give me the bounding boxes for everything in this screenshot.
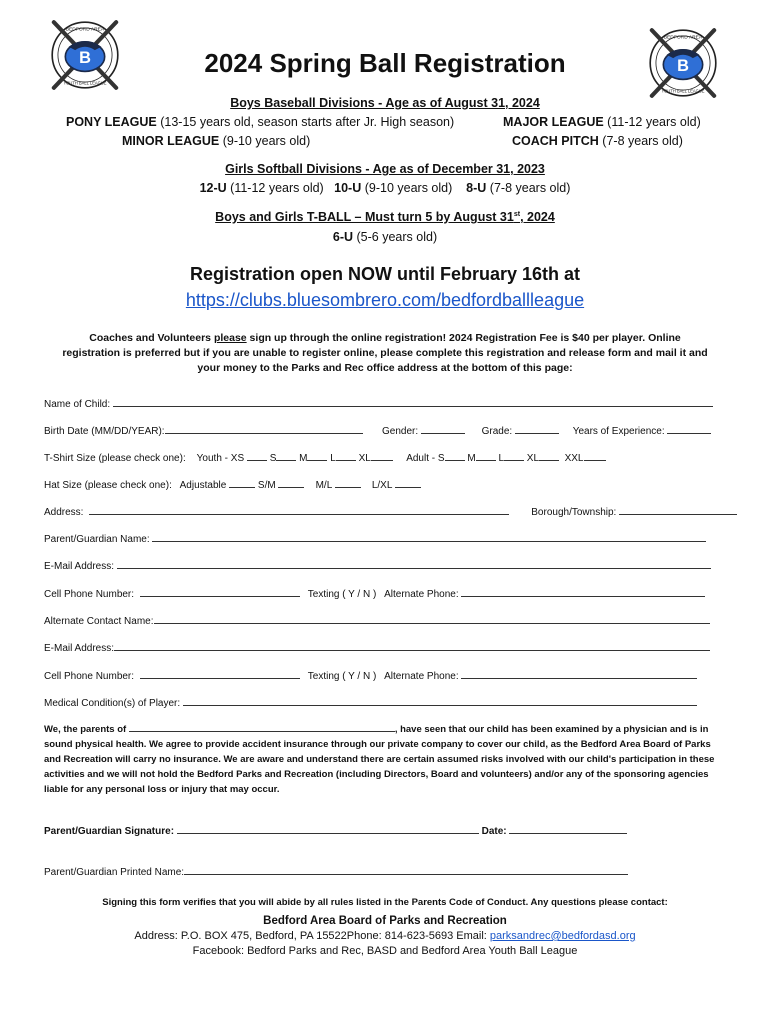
email2-row — [44, 639, 710, 654]
footer-org: Bedford Area Board of Parks and Recreation — [263, 915, 507, 927]
guardian-row — [44, 530, 706, 545]
experience-label: Years of Experience: — [572, 426, 665, 437]
coach-pitch-detail: (7-8 years old) — [598, 134, 683, 148]
page-title: 2024 Spring Ball Registration — [204, 48, 566, 78]
waiver-part-b: , have seen that our child has been examined by a physician and is in sound physical health. We agree to provide accident insurance through our private company to cover our child, as the Bedford Area Board of Parks and Recreation will carry no insurance. We are aware and understand there are certain assumed risks involved with our child's participation in these activities and we will not hold the Bedford Parks and Recreation (including Directors, Board and volunteers) and/or any of the sponsoring agencies liable for any personal loss or injury that may occur. — [44, 724, 715, 795]
email-field[interactable] — [117, 557, 711, 569]
girls-8u-name: 8-U — [466, 181, 487, 195]
youth-s-box[interactable] — [276, 449, 296, 461]
adult-s-box[interactable] — [445, 449, 465, 461]
email2-field[interactable] — [114, 639, 710, 651]
printed-name-row — [44, 863, 628, 878]
minor-league — [122, 134, 310, 148]
cell-field[interactable] — [140, 585, 300, 597]
svg-text:B: B — [79, 49, 91, 68]
svg-text:BEDFORD AREA: BEDFORD AREA — [663, 35, 703, 41]
cell2-label: Cell Phone Number: — [44, 671, 135, 682]
youth-xl-label: XL — [358, 453, 371, 464]
footer-email-label: Email: — [456, 930, 490, 942]
medical-row — [44, 694, 697, 709]
hat-row — [44, 476, 421, 491]
svg-text:YOUTH BALL LEAGUE: YOUTH BALL LEAGUE — [661, 88, 705, 94]
pony-league-name: PONY LEAGUE — [66, 115, 157, 129]
adult-l-box[interactable] — [504, 449, 524, 461]
signature-date-label: Date: — [481, 826, 507, 837]
adult-xxl-box[interactable] — [584, 449, 606, 461]
tshirt-label: T-Shirt Size (please check one): — [44, 453, 186, 464]
hat-ml-label: M/L — [315, 480, 332, 491]
tball-heading — [0, 210, 770, 224]
cell2-field[interactable] — [140, 667, 300, 679]
tball-division — [0, 230, 770, 244]
address-field[interactable] — [89, 503, 509, 515]
svg-text:B: B — [677, 57, 689, 76]
signature-label: Parent/Guardian Signature: — [44, 826, 175, 837]
borough-label: Borough/Township: — [531, 507, 617, 518]
registration-link-row — [0, 290, 770, 311]
footer-contact — [0, 930, 770, 942]
youth-m-box[interactable] — [307, 449, 327, 461]
alt-contact-field[interactable] — [154, 612, 710, 624]
borough-field[interactable] — [619, 503, 737, 515]
youth-m-label: M — [299, 453, 308, 464]
birth-row — [44, 422, 711, 437]
cell-row — [44, 585, 705, 600]
major-league-name: MAJOR LEAGUE — [503, 115, 604, 129]
coach-pitch — [512, 134, 683, 148]
guardian-label: Parent/Guardian Name: — [44, 534, 150, 545]
medical-field[interactable] — [183, 694, 697, 706]
grade-label: Grade: — [481, 426, 513, 437]
hat-adjustable-box[interactable] — [229, 476, 255, 488]
youth-xs-box[interactable] — [247, 449, 267, 461]
experience-field[interactable] — [667, 422, 711, 434]
child-name-label: Name of Child: — [44, 399, 111, 410]
hat-adjustable-label: Adjustable — [179, 480, 227, 491]
email-row — [44, 557, 711, 572]
registration-link[interactable]: https://clubs.bluesombrero.com/bedfordballleague — [185, 290, 585, 310]
signature-date-field[interactable] — [509, 822, 627, 834]
footer-address: Address: P.O. BOX 475, Bedford, PA 15522Phone: 814-623-5693 — [134, 930, 454, 942]
pony-league — [66, 115, 454, 129]
waiver-text — [44, 722, 724, 797]
girls-divisions-heading: Girls Softball Divisions - Age as of December 31, 2023 — [225, 162, 545, 176]
girls-10u-name: 10-U — [334, 181, 362, 195]
hat-sm-box[interactable] — [278, 476, 304, 488]
girls-12u-name: 12-U — [199, 181, 227, 195]
registration-note — [60, 331, 710, 376]
child-name-field[interactable] — [113, 395, 713, 407]
footer-email-link[interactable]: parksandrec@bedfordasd.org — [489, 930, 636, 942]
youth-xs-label: Youth - XS — [196, 453, 245, 464]
alt-phone2-field[interactable] — [461, 667, 697, 679]
address-row — [44, 503, 737, 518]
svg-text:YOUTH BALL LEAGUE: YOUTH BALL LEAGUE — [63, 80, 107, 86]
medical-label: Medical Condition(s) of Player: — [44, 698, 181, 709]
alt-contact-label: Alternate Contact Name: — [44, 616, 154, 627]
adult-m-label: M — [467, 453, 476, 464]
tball-6u-name: 6-U — [332, 230, 354, 244]
boys-divisions-heading: Boys Baseball Divisions - Age as of August 31, 2024 — [230, 96, 540, 110]
child-name-row — [44, 395, 713, 410]
texting2-label: Texting ( Y / N ) — [307, 671, 377, 682]
address-label: Address: — [44, 507, 84, 518]
girls-10u-detail: (9-10 years old) — [361, 181, 453, 195]
note-please: please — [213, 332, 247, 344]
coach-pitch-name: COACH PITCH — [512, 134, 599, 148]
alt-phone2-label: Alternate Phone: — [384, 671, 459, 682]
major-league-detail: (11-12 years old) — [603, 115, 701, 129]
hat-ml-box[interactable] — [335, 476, 361, 488]
adult-s-label: Adult - S — [406, 453, 445, 464]
alt-phone-label: Alternate Phone: — [384, 589, 459, 600]
tball-heading-text: Boys and Girls T-BALL – Must turn 5 by August 31 — [215, 210, 514, 224]
adult-m-box[interactable] — [476, 449, 496, 461]
child-name-waiver-field[interactable] — [129, 722, 395, 732]
adult-xl-box[interactable] — [539, 449, 559, 461]
alt-phone-field[interactable] — [461, 585, 705, 597]
hat-sm-label: S/M — [257, 480, 276, 491]
cell2-row — [44, 667, 697, 682]
signature-field[interactable] — [177, 822, 479, 834]
gender-field[interactable] — [421, 422, 465, 434]
footer-signing-note: Signing this form verifies that you will abide by all rules listed in the Parents Code of Conduct. Any questions please contact: — [102, 897, 668, 908]
guardian-field[interactable] — [152, 530, 706, 542]
email2-label: E-Mail Address: — [44, 643, 115, 654]
svg-text:BEDFORD AREA: BEDFORD AREA — [65, 27, 105, 33]
note-part-a: Coaches and Volunteers — [89, 332, 214, 344]
youth-xl-box[interactable] — [371, 449, 393, 461]
minor-league-detail: (9-10 years old) — [219, 134, 311, 148]
girls-12u-detail: (11-12 years old) — [226, 181, 324, 195]
birth-date-label: Birth Date (MM/DD/YEAR): — [44, 426, 165, 437]
tshirt-row — [44, 449, 606, 464]
waiver-part-a: We, the parents of — [44, 724, 127, 735]
minor-league-name: MINOR LEAGUE — [122, 134, 220, 148]
alt-contact-row — [44, 612, 710, 627]
tball-heading-year: , 2024 — [520, 210, 555, 224]
gender-label: Gender: — [382, 426, 419, 437]
cell-label: Cell Phone Number: — [44, 589, 135, 600]
adult-xl-label: XL — [526, 453, 540, 464]
hat-lxl-box[interactable] — [395, 476, 421, 488]
major-league — [503, 115, 701, 129]
youth-l-label: L — [330, 453, 336, 464]
youth-s-label: S — [269, 453, 277, 464]
girls-divisions — [0, 181, 770, 195]
note-part-b: sign up through the online registration! 2024 Registration Fee is $40 per player. Online registration is preferred but if you are unable to register online, please complete this registration and release form and mail it and your money to the Parks and Rec office address at the bottom of this page: — [62, 332, 708, 374]
girls-8u-detail: (7-8 years old) — [486, 181, 571, 195]
youth-l-box[interactable] — [336, 449, 356, 461]
tball-6u-detail: (5-6 years old) — [353, 230, 438, 244]
footer-facebook: Facebook: Bedford Parks and Rec, BASD and Bedford Area Youth Ball League — [192, 945, 578, 957]
signature-row — [44, 822, 627, 837]
registration-open-text: Registration open NOW until February 16th at — [189, 264, 581, 284]
pony-league-detail: (13-15 years old, season starts after Jr. High season) — [156, 115, 455, 129]
hat-lxl-label: L/XL — [371, 480, 393, 491]
birth-date-field[interactable] — [165, 422, 363, 434]
grade-field[interactable] — [515, 422, 559, 434]
printed-name-label: Parent/Guardian Printed Name: — [44, 867, 185, 878]
adult-xxl-label: XXL — [564, 453, 584, 464]
tball-heading-sup: st — [513, 210, 521, 218]
hat-label: Hat Size (please check one): — [44, 480, 172, 491]
printed-name-field[interactable] — [184, 863, 628, 875]
adult-l-label: L — [498, 453, 505, 464]
texting-label: Texting ( Y / N ) — [307, 589, 377, 600]
email-label: E-Mail Address: — [44, 561, 115, 572]
